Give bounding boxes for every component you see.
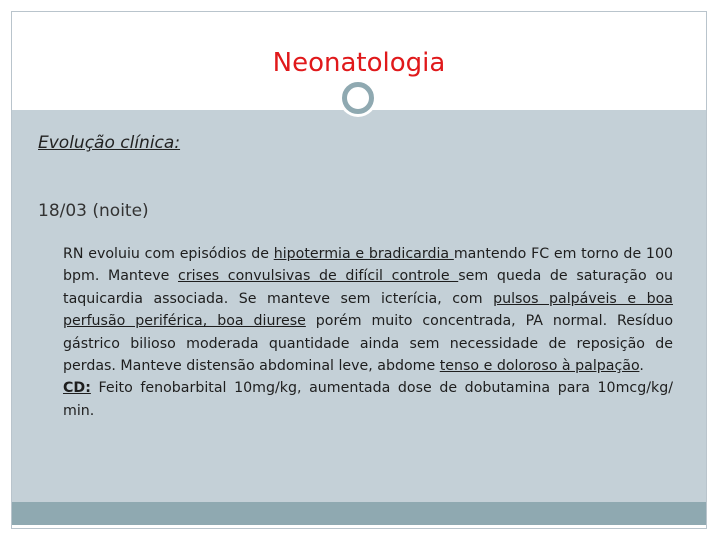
- section-heading: Evolução clínica:: [38, 133, 181, 153]
- date-label: 18/03 (noite): [38, 201, 149, 221]
- clinical-notes: [63, 243, 673, 422]
- note-text: Feito fenobarbital 10mg/kg, aumentada dose de dobutamina para 10mcg/kg/ min.: [63, 380, 673, 419]
- divider-circle-icon: [339, 79, 377, 117]
- footer-bar: [12, 502, 706, 525]
- note-highlight: tenso e doloroso à palpação: [439, 358, 640, 375]
- note-text: mantendo FC em torno de 100 bpm. Manteve: [63, 246, 673, 285]
- note-highlight: hipotermia e bradicardia: [273, 246, 454, 262]
- divider-ring: [342, 82, 374, 114]
- note-text: RN evoluiu com episódios de: [63, 246, 274, 262]
- conduct-label: CD:: [63, 380, 91, 397]
- note-highlight: crises convulsivas de difícil controle: [178, 268, 459, 285]
- note-highlight: pulsos palpáveis e boa perfusão periférica, boa diurese: [63, 290, 673, 330]
- note-text: .: [639, 358, 644, 375]
- note-text: porém muito concentrada, PA normal. Resíduo gástrico bilioso moderada quantidade ainda sem necessidade de reposição de perdas. Manteve distensão abdominal leve, abdome: [63, 313, 673, 375]
- note-text: sem queda de saturação ou taquicardia associada. Se manteve sem icterícia, com: [63, 268, 673, 307]
- slide-title: Neonatologia: [272, 48, 446, 78]
